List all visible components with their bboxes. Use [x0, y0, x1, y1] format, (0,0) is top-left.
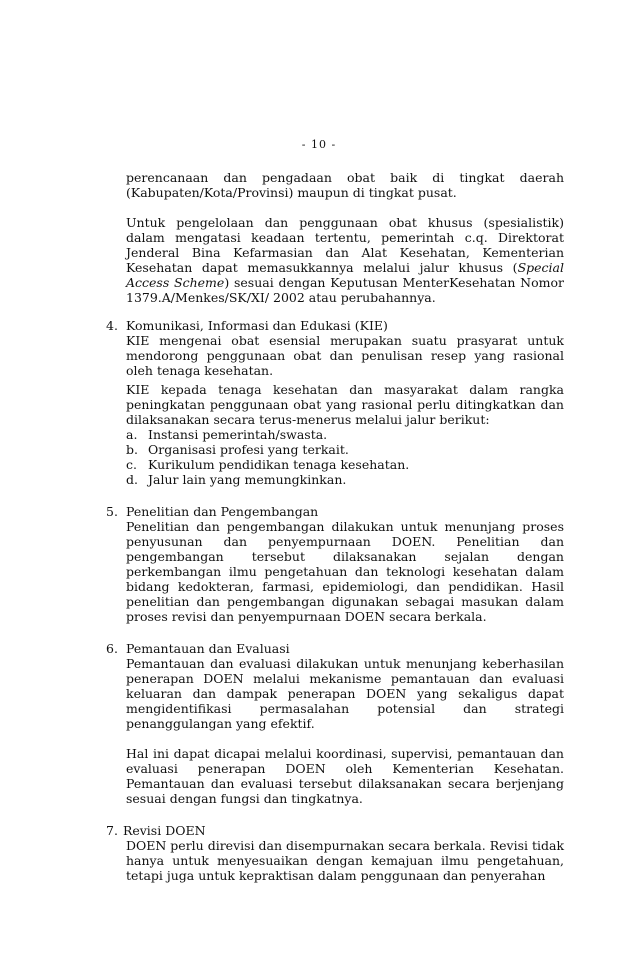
section-revision [106, 823, 564, 883]
intro-paragraph-2-text-end: ) sesuai dengan Keputusan MenterKesehatan Nomor 1379.A/Menkes/SK/XI/ 2002 atau perubahannya. [126, 275, 564, 305]
list-item-letter: c. [126, 457, 137, 472]
list-item-text: Organisasi profesi yang terkait. [148, 442, 349, 457]
section-monitoring [106, 641, 564, 806]
section-paragraph: Hal ini dapat dicapai melalui koordinasi, supervisi, pemantauan dan evaluasi penerapan DOEN oleh Kementerian Kesehatan. Pemantauan dan evaluasi tersebut dilaksanakan secara berjenjang sesuai dengan fungsi dan tingkatnya. [126, 746, 564, 806]
channel-list [126, 427, 564, 487]
section-heading [106, 823, 564, 838]
section-title: Penelitian dan Pengembangan [126, 504, 319, 519]
list-item-letter: d. [126, 472, 138, 487]
section-title: Komunikasi, Informasi dan Edukasi (KIE) [126, 318, 388, 333]
section-number: 4. [106, 318, 118, 333]
intro-paragraph-2-text: Untuk pengelolaan dan penggunaan obat khusus (spesialistik) dalam mengatasi keadaan tertentu, pemerintah c.q. Direktorat Jenderal Bina Kefarmasian dan Alat Kesehatan, Kementerian Kesehatan dapat memasukkannya melalui jalur khusus ( [126, 215, 564, 275]
section-number: 5. [106, 504, 118, 519]
section-paragraph: DOEN perlu direvisi dan disempurnakan secara berkala. Revisi tidak hanya untuk menyesuaikan dengan kemajuan ilmu pengetahuan, tetapi juga untuk kepraktisan dalam penggunaan dan penyerahan [126, 838, 565, 883]
section-paragraph: Pemantauan dan evaluasi dilakukan untuk menunjang keberhasilan penerapan DOEN melalui mekanisme pemantauan dan evaluasi keluaran dan dampak penerapan DOEN yang sekaligus dapat mengidentifikasi permasalahan potensial dan strategi penanggulangan yang efektif. [126, 656, 564, 731]
intro-paragraph-2 [126, 215, 564, 305]
list-item [126, 442, 564, 457]
list-item-text: Instansi pemerintah/swasta. [148, 427, 328, 442]
section-title: Pemantauan dan Evaluasi [126, 641, 290, 656]
list-item [126, 472, 564, 487]
list-item-letter: b. [126, 442, 138, 457]
section-kie [106, 318, 564, 487]
list-item [126, 457, 564, 472]
list-item-letter: a. [126, 427, 138, 442]
page-number: - 10 - [301, 138, 337, 151]
section-paragraph: KIE mengenai obat esensial merupakan suatu prasyarat untuk mendorong penggunaan obat dan penulisan resep yang rasional oleh tenaga kesehatan. [126, 333, 564, 378]
section-heading [106, 318, 564, 333]
section-heading [106, 504, 564, 519]
document-body [106, 170, 564, 883]
list-item [126, 427, 564, 442]
section-title: Revisi DOEN [122, 823, 206, 838]
special-access-scheme-term: Special Access Scheme [126, 260, 564, 290]
list-item-text: Jalur lain yang memungkinkan. [148, 472, 347, 487]
section-number: 7. [106, 823, 118, 838]
intro-paragraph-1: perencanaan dan pengadaan obat baik di tingkat daerah (Kabupaten/Kota/Provinsi) maupun di tingkat pusat. [126, 170, 564, 200]
list-item-text: Kurikulum pendidikan tenaga kesehatan. [148, 457, 410, 472]
section-paragraph: Penelitian dan pengembangan dilakukan untuk menunjang proses penyusunan dan penyempurnaan DOEN. Penelitian dan pengembangan tersebut dilaksanakan sejalan dengan perkembangan ilmu pengetahuan dan teknologi kesehatan dalam bidang kedokteran, farmasi, epidemiologi, dan pendidikan. Hasil penelitian dan pengembangan digunakan sebagai masukan dalam proses revisi dan penyempurnaan DOEN secara berkala. [126, 519, 564, 624]
section-heading [106, 641, 564, 656]
section-research [106, 504, 564, 624]
section-number: 6. [106, 641, 118, 656]
section-paragraph: KIE kepada tenaga kesehatan dan masyarakat dalam rangka peningkatan penggunaan obat yang rasional perlu ditingkatkan dan dilaksanakan secara terus-menerus melalui jalur berikut: [126, 382, 564, 427]
